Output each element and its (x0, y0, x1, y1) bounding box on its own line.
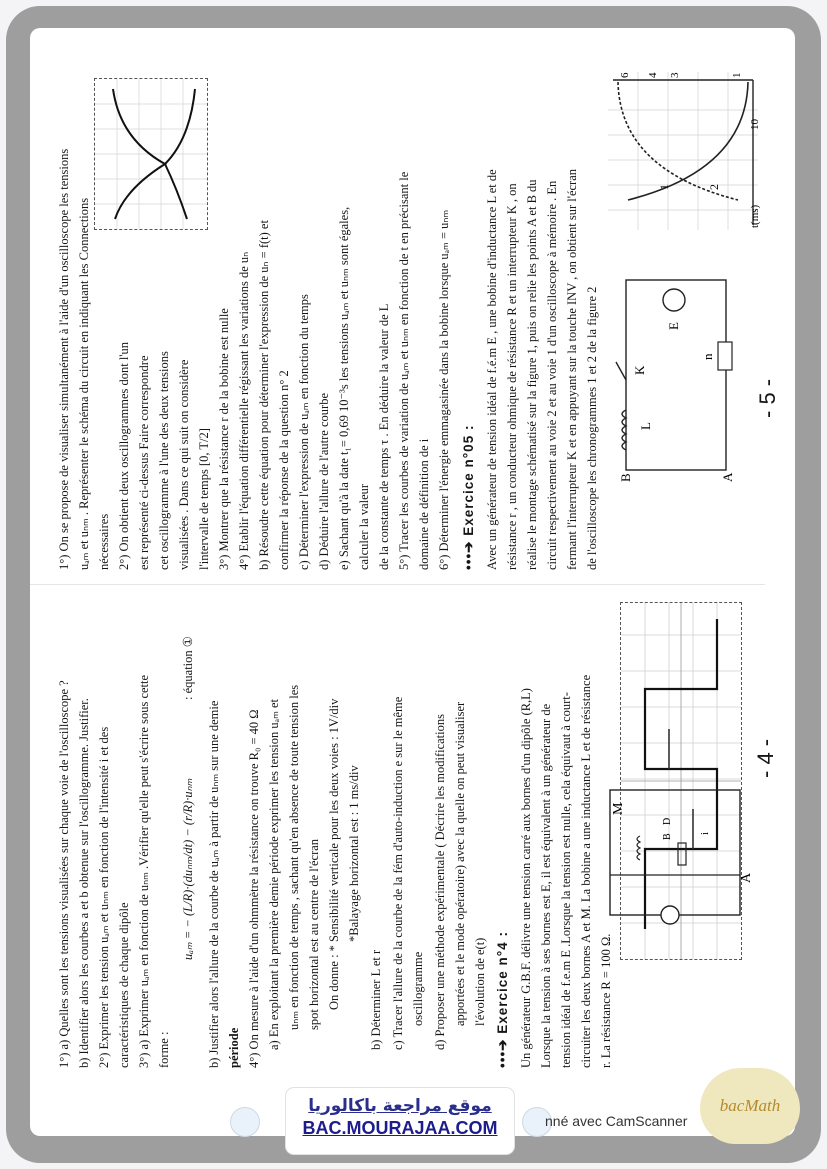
question-4b: a) En exploitant la première demie période exprimer les tension uₐₘ et (267, 698, 281, 1050)
banner-logo-left-icon (230, 1107, 260, 1137)
r-question-1b: uₐₘ et uₙₘ . Représenter le schéma du circuit en indiquant les Connections (77, 197, 91, 570)
fig1-label-l: L (638, 422, 653, 430)
scanned-document (30, 28, 795, 1136)
r-question-2e: l'intervalle de temps [0, T/2] (197, 428, 211, 570)
rotated-scan (30, 50, 780, 1090)
r-question-6: 6°) Déterminer l'énergie emmagasinée dans la bobine lorsque uₐₘ = uₙₘ (437, 209, 451, 570)
question-4h: c) Tracer l'allure de la courbe de la fém d'auto-induction e sur le même (391, 696, 405, 1050)
fig1-label-e: E (666, 322, 681, 330)
exercise-4-line-1: Un générateur G.B.F. délivre une tension carré aux bornes d'un dipôle (R,L) (519, 688, 533, 1068)
camscanner-watermark: nné avec CamScanner (545, 1113, 688, 1129)
exercise-4-line-2: Lorsque la tension à ses bornes est E, il est équivalent à un générateur de (539, 703, 553, 1068)
r-question-2c: cet oscillogramme à l'une des deux tensions (157, 351, 171, 570)
chronogram-curve-1 (628, 82, 748, 200)
equation-1-label: : équation ① (181, 636, 195, 700)
question-4a: 4°) On mesure à l'aide d'un ohmmètre la résistance on trouve R₀ = 40 Ω (247, 709, 261, 1068)
question-3a: 3°) a) Exprimer uₐₘ en fonction de uₙₘ .Vérifier qu'elle peut s'écrire sous cette (137, 674, 151, 1068)
question-4k: apportées et le mode opératoire) avec la quelle on peut visualiser (453, 701, 467, 1026)
site-name-arabic[interactable]: موقع مراجعة باكالوريا (308, 1096, 492, 1116)
fig1-label-n: n (700, 353, 715, 360)
question-4c: uₙₘ en fonction de temps , sachant qu'en absence de toute tension les (287, 684, 301, 1030)
exercise-5-line-5: fermant l'interrupteur K et en appuyant sur la touche INV , on obtient sur l'écran (565, 168, 579, 570)
question-4l: l'évolution de e(t) (473, 937, 487, 1026)
tick-3: 3 (669, 72, 681, 78)
circuit-label-i: i (699, 831, 711, 835)
circuit-diagram-rl (600, 775, 754, 935)
equation-1: uₐₘ = − (L/R)·(duₙₘ/dt) − (r/R)·uₙₘ (181, 778, 195, 960)
exercise-5-line-2: résistance r , un conducteur ohmique de résistance R et un interrupteur K , on (505, 183, 519, 570)
r-question-2b: est représenté ci-dessus Faire correspondre (137, 355, 151, 570)
fig1-label-a: A (720, 472, 735, 482)
question-1b: b) Identifier alors les courbes a et b obtenue sur l'oscillogramme. Justifier. (77, 698, 91, 1068)
given-sweep: *Balayage horizontal est : 1 ms/div (347, 765, 361, 942)
r-question-3: 3°) Montrer que la résistance r de la bobine est nulle (217, 308, 231, 570)
r-question-4a: 4°) Etablir l'équation différentielle régissant les variations de uₙ (237, 251, 251, 570)
exercise-4-line-3: tension idéal de f.e.m E .Lorsque la tension est nulle, cela équivaut à court- (559, 692, 573, 1068)
question-4g: b) Déterminer L et r (369, 949, 383, 1050)
site-banner[interactable] (286, 1088, 514, 1154)
exercise-5-title: •••➔ Exercice n°05 : (461, 424, 476, 570)
tick-4: 4 (647, 72, 659, 78)
given-sensitivity: On donne : * Sensibilité verticale pour les deux voies : 1V/div (327, 698, 341, 1010)
exercise-4-line-4: circuiter les deux bornes A et M. La bobine a une inductance L et de résistance (579, 674, 593, 1068)
tick-6: 6 (619, 72, 631, 78)
small-oscillogram (94, 78, 208, 230)
r-question-4c: confirmer la réponse de la question n° 2 (277, 370, 291, 570)
question-4i: oscillogramme (411, 951, 425, 1026)
bacmath-logo: bacMath (700, 1068, 800, 1144)
question-2b: caractéristiques de chaque dipôle (117, 902, 131, 1068)
exercise-5-line-6: de l'oscilloscope les chronogrammes 1 et 2 de la figure 2 (585, 286, 599, 570)
circuit-label-m: M (611, 802, 626, 815)
r-question-5a: 5°) Tracer les courbes de variation de uₐₘ et uₙₘ en fonction de t en précisant le (397, 171, 411, 570)
r-question-4e: d) Déduire l'allure de l'autre courbe (317, 393, 331, 570)
r-question-1c: nécessaires (97, 513, 111, 570)
exercise-5-line-1: Avec un générateur de tension idéal de f.é.m E , une bobine d'inductance L et de (485, 169, 499, 570)
figure-1-svg (614, 260, 744, 490)
r-question-4b: b) Résoudre cette équation pour déterminer l'expression de uₙ = f(t) et (257, 220, 271, 570)
r-question-4h: de la constante de temps τ . En déduire la valeur de L (377, 303, 391, 570)
r-question-1a: 1°) On se propose de visualiser simultanément à l'aide d'un oscilloscope les tensions (57, 148, 71, 570)
figure-1-circuit (614, 260, 744, 490)
small-oscillogram-grid (95, 79, 207, 229)
circuit-label-d: D (662, 817, 673, 825)
page-number-4: - 4 - (753, 738, 778, 778)
fig1-label-b: B (618, 473, 633, 482)
page-fold (30, 584, 765, 585)
exercise-5-line-4: circuit respectivement au voie 2 et au voie 1 d'un oscilloscope à mémoire . En (545, 180, 559, 570)
page-number-5: - 5 - (755, 378, 780, 418)
site-url-link[interactable]: BAC.MOURAJAA.COM (302, 1118, 498, 1138)
r-question-2a: 2°) On obtient deux oscillogrammes dont l'un (117, 341, 131, 570)
curve-2-label: 2 (707, 184, 721, 190)
tick-10: 10 (749, 119, 761, 130)
tick-1: 1 (731, 72, 743, 78)
figure-2-svg (608, 72, 760, 230)
r-question-4g: calculer la valeur (357, 483, 371, 570)
question-4d: spot horizontal est au centre de l'écran (307, 838, 321, 1030)
r-question-2d: visualisées . Dans ce qui suit on considère (177, 359, 191, 570)
r-question-4d: c) Déterminer l'expression de uₐₘ en fonction du temps (297, 294, 311, 570)
question-3d: période (227, 1027, 241, 1068)
fig1-label-k: K (632, 365, 647, 375)
question-2a: 2°) Exprimer les tension uₐₘ et uₙₘ en fonction de l'intensité i et des (97, 726, 111, 1068)
question-3c: b) Justifier alors l'allure de la courbe de uₐₘ à partir de uₙₘ sur une demie (207, 700, 221, 1068)
circuit-label-a: A (739, 872, 754, 883)
curve-1-label: 1 (657, 184, 671, 190)
exercise-4-title: •••➔ Exercice n°4 : (495, 931, 510, 1068)
r-question-5b: domaine de définition de i (417, 438, 431, 570)
question-3b: forme : (157, 1031, 171, 1068)
figure-2-chronogram (608, 72, 760, 230)
circuit-label-b: B (662, 833, 673, 840)
question-1a: 1°) a) Quelles sont les tensions visualisées sur chaque voie de l'oscilloscope ? (57, 680, 71, 1068)
exercise-4-line-5: r. La résistance R = 100 Ω. (599, 933, 613, 1068)
question-4j: d) Proposer une méthode expérimentale ( Décrire les modifications (433, 714, 447, 1050)
exercise-5-line-3: réalise le montage schématisé sur la figure 1, puis on relie les points A et B du (525, 179, 539, 570)
axis-t-label: t(ms) (749, 204, 761, 228)
r-question-4f: e) Sachant qu'à la date t₁= 0,69 10⁻³s les tensions uₐₘ et uₙₘ sont égales, (337, 206, 351, 570)
